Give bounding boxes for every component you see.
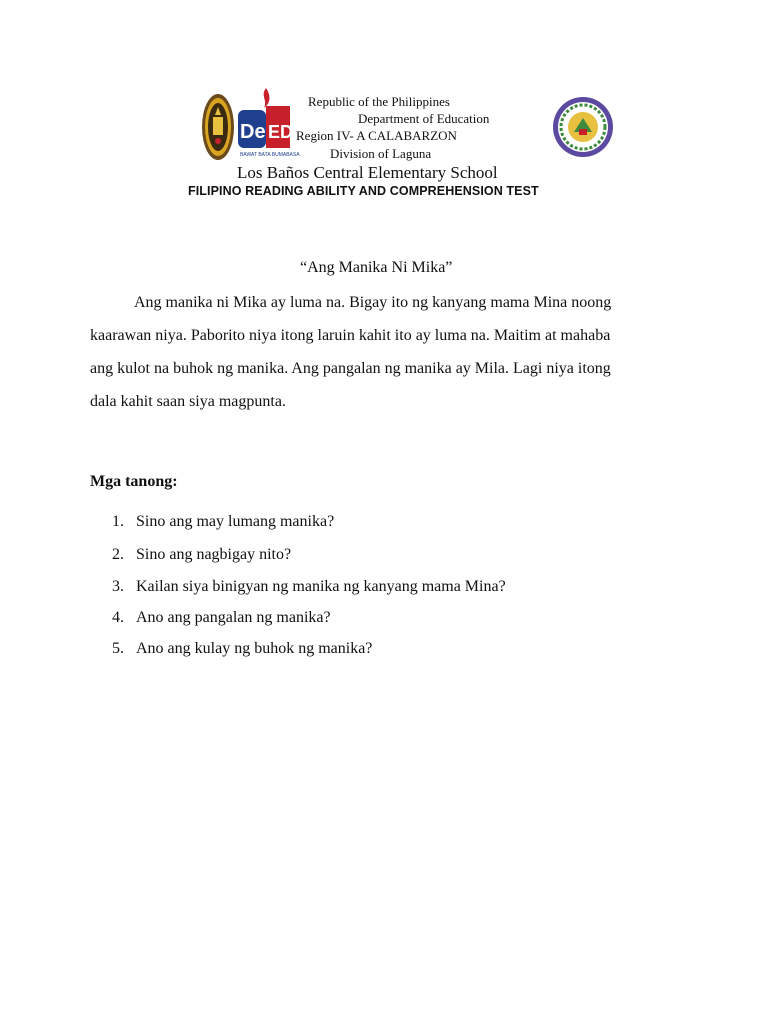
story-title: “Ang Manika Ni Mika” (300, 259, 453, 276)
story-line-4: dala kahit saan siya magpunta. (90, 393, 286, 410)
story-line-2: kaarawan niya. Paborito niya itong laruin kahit ito ay luma na. Maitim at mahaba (90, 327, 611, 344)
questions-heading: Mga tanong: (90, 473, 178, 490)
header-region: Region IV- A CALABARZON (296, 128, 457, 143)
question-text: Kailan siya binigyan ng manika ng kanyang mama Mina? (136, 578, 506, 595)
header-department: Department of Education (358, 111, 490, 126)
question-number: 4. (112, 609, 124, 626)
question-text: Sino ang may lumang manika? (136, 513, 335, 530)
test-title: FILIPINO READING ABILITY AND COMPREHENSION TEST (188, 184, 539, 198)
header-republic: Republic of the Philippines (308, 94, 450, 109)
question-number: 1. (112, 513, 124, 530)
story-line-3: ang kulot na buhok ng manika. Ang pangalan ng manika ay Mila. Lagi niya itong (90, 360, 611, 377)
question-text: Ano ang kulay ng buhok ng manika? (136, 640, 373, 657)
deped-seal-icon (201, 93, 235, 161)
question-number: 3. (112, 578, 124, 595)
school-seal-icon (552, 96, 614, 158)
svg-text:BAWAT BATA BUMABASA: BAWAT BATA BUMABASA (240, 152, 300, 158)
svg-text:ED: ED (268, 122, 294, 142)
svg-text:De: De (240, 121, 266, 143)
header-division: Division of Laguna (330, 146, 432, 161)
school-name: Los Baños Central Elementary School (237, 163, 498, 182)
question-text: Ano ang pangalan ng manika? (136, 609, 331, 626)
deped-logo (236, 86, 300, 162)
question-number: 2. (112, 546, 124, 563)
question-text: Sino ang nagbigay nito? (136, 546, 292, 563)
question-number: 5. (112, 640, 124, 657)
story-line-1: Ang manika ni Mika ay luma na. Bigay ito ng kanyang mama Mina noong (134, 294, 612, 311)
